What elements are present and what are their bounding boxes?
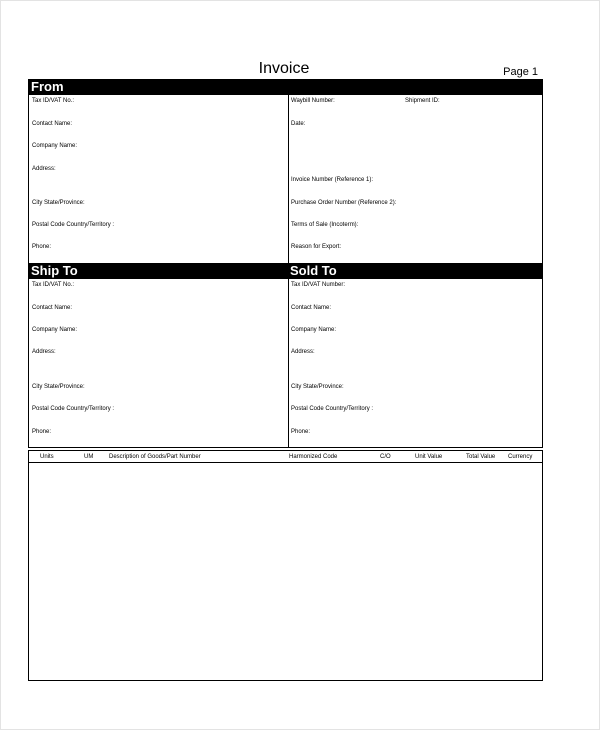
items-table	[28, 450, 543, 681]
sold-to-tax-id-label: Tax ID/VAT Number:	[291, 282, 346, 288]
ship-sold-section	[28, 278, 543, 448]
from-contact-name-label: Contact Name:	[32, 121, 73, 127]
from-city-state-label: City State/Province:	[32, 200, 85, 206]
items-header-divider	[28, 462, 543, 463]
purchase-order-label: Purchase Order Number (Reference 2):	[291, 200, 397, 206]
sold-to-postal-country-label: Postal Code Country/Territory :	[291, 406, 374, 412]
date-label: Date:	[291, 121, 306, 127]
col-header-currency: Currency	[508, 454, 533, 460]
sold-to-company-name-label: Company Name:	[291, 327, 337, 333]
from-phone-label: Phone:	[32, 244, 52, 250]
sold-to-header: Sold To	[290, 263, 337, 278]
waybill-number-label: Waybill Number:	[291, 98, 335, 104]
from-company-name-label: Company Name:	[32, 143, 78, 149]
ship-to-company-name-label: Company Name:	[32, 327, 78, 333]
from-divider	[288, 94, 289, 264]
ship-to-contact-name-label: Contact Name:	[32, 305, 73, 311]
from-address-label: Address:	[32, 166, 56, 172]
sold-to-contact-name-label: Contact Name:	[291, 305, 332, 311]
ship-to-header: Ship To	[31, 263, 78, 278]
col-header-um: UM	[84, 454, 94, 460]
sold-to-city-state-label: City State/Province:	[291, 384, 344, 390]
col-header-description: Description of Goods/Part Number	[109, 454, 201, 460]
col-header-country-of-origin: C/O	[380, 454, 391, 460]
ship-sold-divider	[288, 278, 289, 448]
col-header-total-value: Total Value	[466, 454, 496, 460]
sold-to-phone-label: Phone:	[291, 429, 311, 435]
from-postal-country-label: Postal Code Country/Territory :	[32, 222, 115, 228]
ship-to-tax-id-label: Tax ID/VAT No.:	[32, 282, 75, 288]
invoice-number-label: Invoice Number (Reference 1):	[291, 177, 374, 183]
ship-to-phone-label: Phone:	[32, 429, 52, 435]
col-header-harmonized-code: Harmonized Code	[289, 454, 338, 460]
from-tax-id-label: Tax ID/VAT No.:	[32, 98, 75, 104]
ship-sold-header-bar	[28, 263, 543, 278]
sold-to-address-label: Address:	[291, 349, 315, 355]
from-section	[28, 94, 543, 264]
reason-for-export-label: Reason for Export:	[291, 244, 342, 250]
from-header: From	[28, 79, 543, 94]
ship-to-address-label: Address:	[32, 349, 56, 355]
ship-to-postal-country-label: Postal Code Country/Territory :	[32, 406, 115, 412]
col-header-unit-value: Unit Value	[415, 454, 443, 460]
invoice-title: Invoice	[258, 60, 310, 77]
shipment-id-label: Shipment ID:	[405, 98, 440, 104]
page-number: Page 1	[503, 66, 538, 78]
terms-of-sale-label: Terms of Sale (Incoterm):	[291, 222, 359, 228]
col-header-units: Units	[40, 454, 54, 460]
ship-to-city-state-label: City State/Province:	[32, 384, 85, 390]
